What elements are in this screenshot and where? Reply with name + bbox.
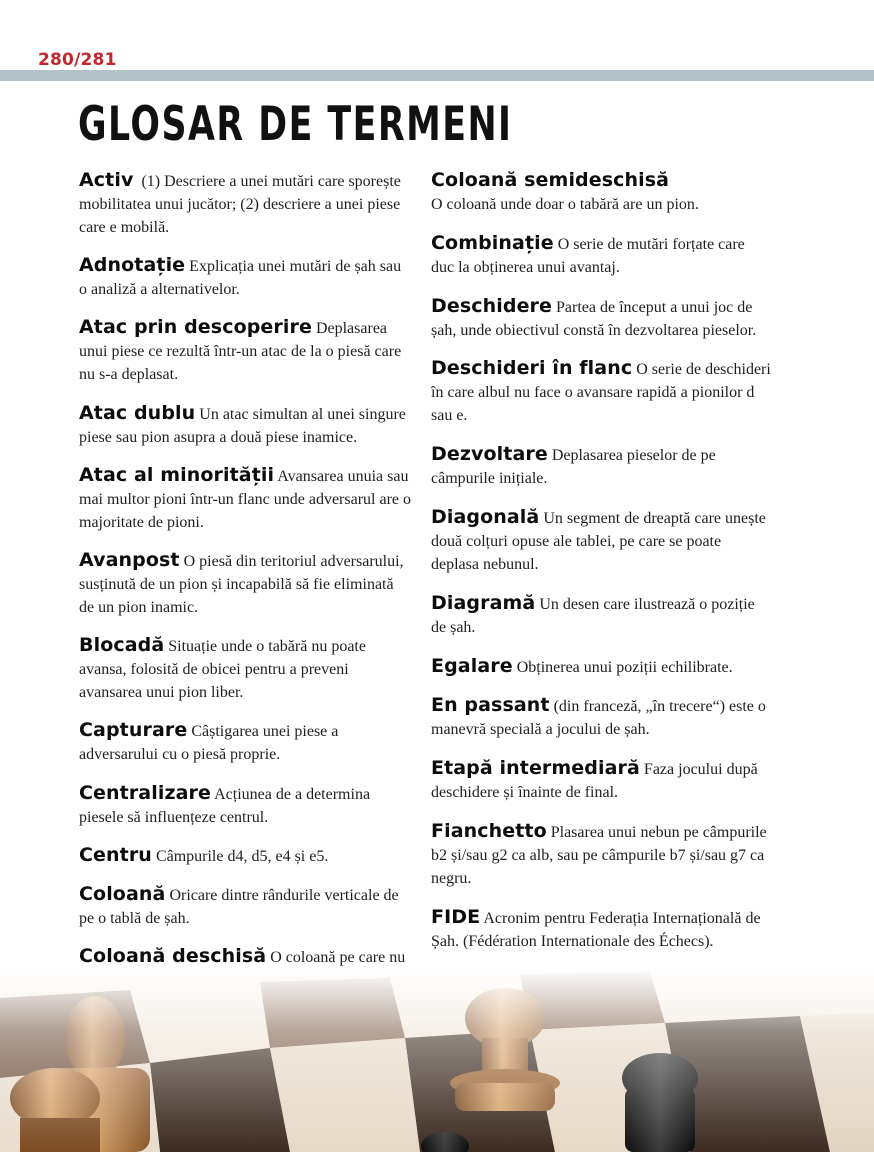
glossary-entry [431,232,771,279]
glossary-entry [79,634,411,704]
glossary-definition: O coloană pe care nu [270,949,406,967]
glossary-entry [431,295,771,342]
glossary-entry [431,694,771,741]
glossary-entry [79,169,411,239]
glossary-entry [431,655,771,679]
glossary-term: En passant [431,694,550,717]
glossary-column-left [79,169,411,1007]
glossary-definition: Câmpurile d4, d5, e4 și e5. [155,847,329,865]
page-title: GLOSAR DE TERMENI [78,97,513,152]
glossary-entry [79,844,411,868]
glossary-term: Capturare [79,719,188,742]
glossary-entry [431,592,771,639]
glossary-term: Diagonală [431,505,540,528]
glossary-definition: Acțiunea de a determina piesele să influențeze centrul. [79,785,371,826]
glossary-definition: Situație unde o tabără nu poate avansa, folosită de obicei pentru a preveni avansarea unui pion liber. [79,638,366,702]
glossary-definition: Un segment de dreaptă care unește două colțuri opuse ale tablei, pe care se poate deplasa nebunul. [431,509,766,573]
chessboard-photo [0,968,874,1152]
glossary-definition: Plasarea unui nebun pe câmpurile b2 și/sau g2 ca alb, sau pe câmpurile b7 și/sau g7 ca negru. [431,823,767,887]
glossary-definition: (1) Descriere a unei mutări care sporește mobilitatea unui jucător; (2) descriere a unei piese care e mobilă. [79,173,401,236]
glossary-term: Coloană deschisă [79,945,267,968]
glossary-definition: Explicația unei mutări de șah sau o analiză a alternativelor. [79,258,402,299]
glossary-term: Diagramă [431,591,536,614]
glossary-definition: Un atac simultan al unei singure piese sau pion asupra a două piese inamice. [79,405,406,446]
glossary-term: Centru [79,843,152,866]
glossary-entry [79,316,411,386]
glossary-definition: Câștigarea unei piese a adversarului cu o piesă proprie. [79,723,339,764]
glossary-term: FIDE [431,905,481,928]
glossary-term: Coloană semideschisă [431,169,670,191]
glossary-term: Centralizare [79,781,211,804]
glossary-entry [79,883,411,930]
glossary-definition: Un desen care ilustrează o poziție de șah. [431,595,755,636]
glossary-term: Etapă intermediară [431,757,640,780]
glossary-definition: Faza jocului după deschidere și înainte de final. [431,761,758,802]
glossary-term: Coloană [79,882,166,905]
glossary-entry [431,820,771,890]
glossary-entry [431,169,771,216]
glossary-entry [79,549,411,619]
glossary-definition: O serie de mutări forțate care duc la obținerea unui avantaj. [431,235,745,276]
glossary-entry [431,443,771,490]
glossary-definition: O serie de deschideri în care albul nu face o avansare rapidă a pionilor d sau e. [431,361,771,425]
glossary-term: Egalare [431,654,513,677]
glossary-term: Avanpost [79,548,180,571]
chessboard-illustration [0,968,874,1152]
glossary-term: Atac al minorității [79,463,275,486]
glossary-term: Atac dublu [79,401,196,424]
glossary-definition: (din franceză, „în trecere“) este o manevră specială a jocului de șah. [431,698,766,739]
glossary-definition: Partea de început a unui joc de șah, unde obiectivul constă în dezvoltarea pieselor. [431,298,757,339]
glossary-entry [79,402,411,449]
glossary-definition: Oricare dintre rândurile verticale de pe o tablă de șah. [79,886,399,927]
glossary-entry [79,782,411,829]
glossary-column-right [431,169,771,969]
glossary-definition: Deplasarea unui piese ce rezultă într-un atac de la o piesă care nu s-a deplasat. [79,320,402,384]
glossary-term: Blocadă [79,634,165,657]
glossary-term: Atac prin descoperire [79,316,312,339]
glossary-entry [79,254,411,301]
glossary-definition: Deplasarea pieselor de pe câmpurile inițiale. [431,447,716,488]
page-number: 280/281 [38,50,117,70]
glossary-term: Combinație [431,231,554,254]
glossary-entry [431,906,771,953]
glossary-definition: Avansarea unuia sau mai multor pioni într-un flanc unde adversarul are o majoritate de pioni. [79,467,412,531]
glossary-term: Adnotație [79,254,186,277]
glossary-term: Deschideri în flanc [431,357,633,380]
glossary-definition: O coloană unde doar o tabără are un pion. [431,196,699,213]
glossary-entry [79,719,411,766]
glossary-term: Deschidere [431,294,553,317]
glossary-definition: O piesă din teritoriul adversarului, susținută de un pion și incapabilă să fie eliminată de un pion inamic. [79,552,404,616]
glossary-entry [431,357,771,427]
glossary-term: Dezvoltare [431,443,548,466]
glossary-term: Fianchetto [431,819,547,842]
glossary-definition: Obținerea unui poziții echilibrate. [516,658,733,676]
glossary-entry [431,757,771,804]
glossary-term: Activ [79,169,134,191]
glossary-entry [431,506,771,576]
glossary-definition: Acronim pentru Federația Internațională de Șah. (Fédération Internationale des Échecs). [431,909,761,950]
header-band [0,70,874,81]
glossary-entry [79,464,411,534]
